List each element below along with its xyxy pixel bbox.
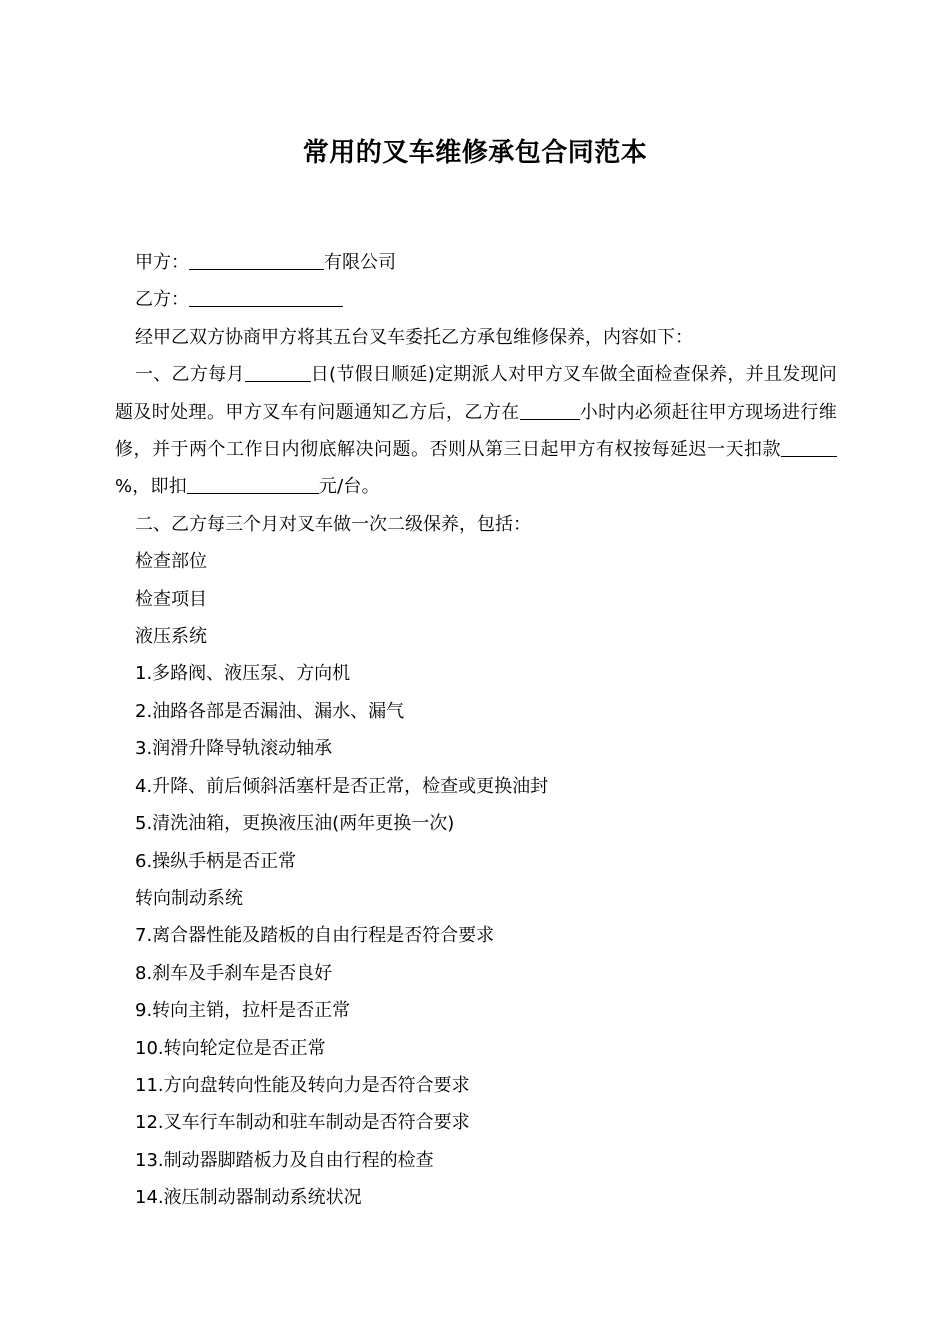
- list-item: 10.转向轮定位是否正常: [135, 1037, 326, 1059]
- clause-1-part-4: %，即扣: [115, 476, 187, 498]
- list-item: 11.方向盘转向性能及转向力是否符合要求: [135, 1074, 470, 1096]
- list-item: 3.润滑升降导轨滚动轴承: [135, 738, 333, 760]
- table-header-item: 检查项目: [135, 588, 207, 610]
- list-item: 5.清洗油箱，更换液压油(两年更换一次): [135, 813, 455, 835]
- party-a-blank: [189, 251, 324, 270]
- party-b-label: 乙方：: [135, 289, 189, 311]
- document-body: [115, 244, 837, 1217]
- clause-1-part-1: 一、乙方每月: [135, 364, 245, 386]
- list-item: 14.液压制动器制动系统状况: [135, 1187, 362, 1209]
- party-b-blank: [189, 288, 343, 307]
- list-item: 4.升降、前后倾斜活塞杆是否正常，检查或更换油封: [135, 775, 549, 797]
- party-a-suffix: 有限公司: [324, 252, 396, 273]
- clause-2-paragraph: 二、乙方每三个月对叉车做一次二级保养，包括：: [135, 513, 531, 535]
- party-a-line: [115, 244, 837, 281]
- list-item: 7.离合器性能及踏板的自由行程是否符合要求: [135, 925, 495, 947]
- clause-1-percent-blank: [781, 438, 837, 457]
- list-item: 8.刹车及手刹车是否良好: [135, 962, 333, 984]
- list-item: 13.制动器脚踏板力及自由行程的检查: [135, 1149, 434, 1171]
- section-steering-heading: 转向制动系统: [135, 887, 243, 909]
- intro-paragraph: 经甲乙双方协商甲方将其五台叉车委托乙方承包维修保养，内容如下：: [135, 326, 693, 348]
- list-item: 2.油路各部是否漏油、漏水、漏气: [135, 700, 405, 722]
- clause-1-hours-blank: [520, 401, 580, 420]
- clause-1-amount-blank: [187, 475, 319, 494]
- document-title: 常用的叉车维修承包合同范本: [302, 138, 648, 168]
- party-b-line: [115, 281, 837, 318]
- clause-1-part-5: 元/台。: [318, 476, 380, 498]
- list-item: 6.操纵手柄是否正常: [135, 850, 297, 872]
- section-hydraulic-heading: 液压系统: [135, 626, 207, 648]
- list-item: 1.多路阀、液压泵、方向机: [135, 663, 351, 685]
- list-item: 9.转向主销，拉杆是否正常: [135, 1000, 351, 1022]
- list-item: 12.叉车行车制动和驻车制动是否符合要求: [135, 1112, 470, 1134]
- clause-1-part-2: 日(节假日顺延)定期派人对甲方叉车做全面检查保养，并且发现问题及时处理。甲方叉车有问题通知乙方后，乙方在: [115, 364, 838, 423]
- clause-1-part-3: 小时内必须赶往甲方现场进行维修，并于两个工作日内彻底解决问题。否则从第三日起甲方有权按每延迟一天扣款: [115, 401, 837, 461]
- party-a-label: 甲方：: [135, 252, 189, 273]
- clause-1-paragraph: [115, 356, 837, 506]
- table-header-part: 检查部位: [135, 551, 207, 573]
- clause-1-day-blank: [245, 363, 311, 382]
